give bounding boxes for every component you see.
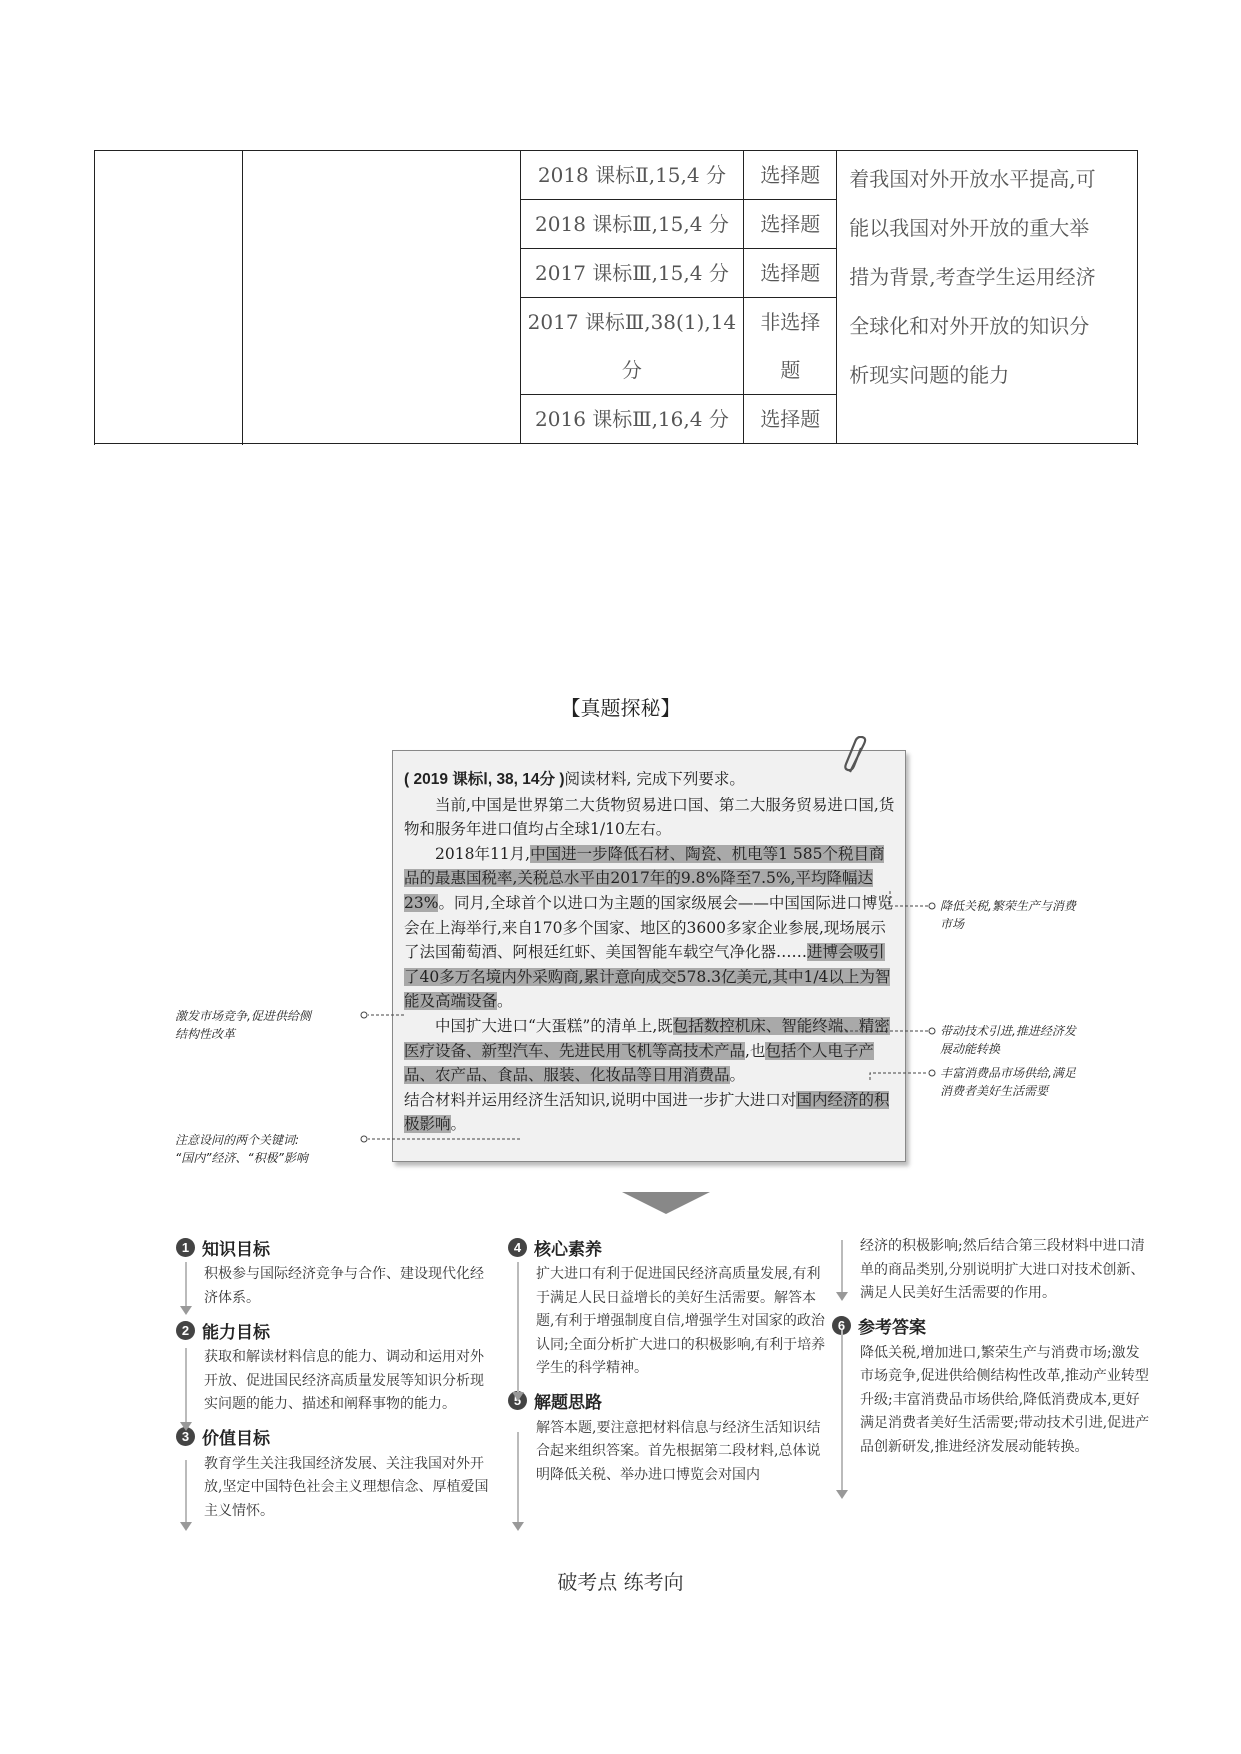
type-line: 非选择	[760, 310, 821, 334]
annotation-line: 带动技术引进,推进经济发	[940, 1024, 1076, 1038]
flow-arrow-icon	[836, 1292, 848, 1301]
flow-line	[841, 1330, 843, 1490]
note-line: 析现实问题的能力	[849, 363, 1010, 387]
down-arrow-icon	[622, 1192, 710, 1214]
section-body: 扩大进口有利于促进国民经济高质量发展,有利于满足人民日益增长的美好生活需要。解答本题,有利于增强制度自信,增强学生对国家的政治认同;全面分析扩大进口的积极影响,有利于培养学生的科学精神。	[536, 1266, 826, 1376]
annotation-competition	[175, 1007, 311, 1043]
annotation-line: 市场	[940, 917, 965, 931]
section-body: 获取和解读材料信息的能力、调动和运用对外开放、促进国民经济高质量发展等知识分析现实问题的能力、描述和阐释事物的能力。	[204, 1349, 484, 1412]
highlight-tariff: 中国进一步降低石材、陶瓷、机电等1 585个税目商品的最惠国税率,关税总水平由2017年的9.8%降至7.5%,平均降幅达23%	[404, 844, 885, 912]
text-segment: 2018年11月,	[435, 844, 531, 863]
text-segment: 结合材料并运用经济生活知识,说明中国进一步扩大进口对	[404, 1090, 797, 1109]
number-badge: 3	[176, 1427, 195, 1446]
section-heading: 参考答案	[858, 1318, 926, 1337]
type-line: 题	[780, 358, 801, 382]
note-line: 着我国对外开放水平提高,可	[849, 167, 1096, 191]
section-body: 积极参与国际经济竞争与合作、建设现代化经济体系。	[204, 1266, 484, 1306]
connector-line	[870, 1073, 928, 1080]
annotation-line: 注意设问的两个关键词:	[175, 1133, 300, 1147]
section-solution-approach	[508, 1389, 830, 1413]
section-heading: 能力目标	[202, 1322, 270, 1342]
annotation-keywords	[175, 1131, 308, 1167]
connector-dot	[929, 1028, 935, 1034]
section-heading: 解题思路	[534, 1393, 602, 1412]
table-cell-source: 2018 课标Ⅱ,15,4 分	[520, 151, 744, 200]
note-line: 全球化和对外开放的知识分	[849, 314, 1090, 338]
flow-line	[517, 1262, 519, 1392]
annotation-tech	[940, 1022, 1076, 1058]
flow-arrow-icon	[512, 1392, 524, 1401]
text-segment: 。	[729, 1066, 746, 1085]
table-cell-source: 2016 课标Ⅲ,16,4 分	[520, 395, 744, 444]
annotation-line: 激发市场竞争,促进供给侧	[175, 1009, 311, 1023]
table-cell-type: 选择题	[744, 151, 837, 200]
annotation-line: “国内”经济、“积极”影响	[175, 1151, 308, 1165]
number-badge: 5	[508, 1391, 527, 1410]
highlight-expo: 进博会吸引了40多万名境内外采购商,累计意向成交578.3亿美元,其中1/4以上为智能及高端设备	[404, 943, 891, 1011]
table-cell-source: 2017 课标Ⅲ,15,4 分	[520, 249, 744, 298]
source-line: 2017 课标Ⅲ,38(1),14	[527, 310, 737, 334]
number-badge: 2	[176, 1321, 195, 1340]
text-segment: 中国扩大进口“大蛋糕”的清单上,既	[435, 1016, 673, 1035]
column-1	[176, 1235, 496, 1531]
table-cell-type: 选择题	[744, 200, 837, 249]
flow-arrow-icon	[180, 1306, 192, 1315]
number-badge: 6	[832, 1316, 851, 1335]
text-segment: 。	[497, 992, 513, 1011]
connector-dot	[361, 1012, 367, 1018]
text-segment: ,也	[745, 1041, 766, 1060]
flow-arrow-icon	[180, 1422, 192, 1431]
number-badge: 1	[176, 1238, 195, 1257]
flow-line	[517, 1432, 519, 1522]
highlight-consumer: 包括个人电子产品、农产品、食品、服装、化妆品等日用消费品	[404, 1041, 874, 1085]
section-value-goal	[176, 1425, 496, 1449]
annotation-line: 展动能转换	[940, 1042, 1001, 1056]
connector-dot	[361, 1136, 367, 1142]
connector-dot	[929, 903, 935, 909]
page-footer: 破考点 练考向	[557, 1570, 684, 1594]
annotation-line: 降低关税,繁荣生产与消费	[940, 899, 1076, 913]
question-source: ( 2019 课标Ⅰ, 38, 14分 )	[404, 771, 565, 788]
connector-dot	[929, 1070, 935, 1076]
section-heading: 核心素养	[534, 1239, 602, 1259]
section-title: 【真题探秘】	[560, 696, 681, 720]
flow-line	[841, 1240, 843, 1292]
table-cell-type: 选择题	[744, 395, 837, 444]
annotation-line: 结构性改革	[175, 1027, 236, 1041]
source-line: 分	[621, 358, 642, 382]
annotation-line: 消费者美好生活需要	[940, 1084, 1049, 1098]
annotation-tariff	[940, 897, 1076, 933]
flow-line	[185, 1262, 187, 1306]
section-body: 降低关税,增加进口,繁荣生产与消费市场;激发市场竞争,促进供给侧结构性改革,推动产业转型升级;丰富消费品市场供给,降低消费成本,更好满足消费者美好生活需要;带动技术引进,促进产品创新研发,推进经济发展动能转换。	[860, 1344, 1150, 1455]
note-line: 措为背景,考查学生运用经济	[849, 265, 1096, 289]
question-instruction: 阅读材料, 完成下列要求。	[564, 770, 745, 788]
section-body-continued: 经济的积极影响;然后结合第三段材料中进口清单的商品类别,分别说明扩大进口对技术创新、满足人民美好生活需要的作用。	[860, 1238, 1145, 1301]
flow-arrow-icon	[836, 1490, 848, 1499]
section-body: 教育学生关注我国经济发展、关注我国对外开放,坚定中国特色社会主义理想信念、厚植爱国主义情怀。	[204, 1455, 489, 1519]
connector-line	[890, 891, 928, 906]
section-heading: 价值目标	[202, 1429, 270, 1448]
column-3	[832, 1235, 1150, 1467]
annotation-consumer	[940, 1064, 1076, 1100]
section-knowledge-goal	[176, 1235, 496, 1259]
number-badge: 4	[508, 1238, 527, 1257]
section-core-literacy	[508, 1235, 830, 1259]
table-cell-type: 选择题	[744, 249, 837, 298]
annotation-line: 丰富消费品市场供给,满足	[940, 1066, 1076, 1080]
highlight-hightech: 包括数控机床、智能终端、精密医疗设备、新型汽车、先进民用飞机等高技术产品	[404, 1016, 890, 1060]
flow-line	[185, 1348, 187, 1422]
section-reference-answer	[832, 1314, 1150, 1338]
text-segment: 。	[450, 1115, 467, 1134]
flow-arrow-icon	[512, 1522, 524, 1531]
section-ability-goal	[176, 1318, 496, 1342]
text-segment: 。同月,全球首个以进口为主题的国家级展会——中国国际进口博览会在上海举行,来自170多个国家、地区的3600多家企业参展,现场展示了法国葡萄酒、阿根廷红虾、美国智能车载空气净化器……	[404, 893, 893, 962]
table-cell-source: 2018 课标Ⅲ,15,4 分	[520, 200, 744, 249]
flow-line	[185, 1460, 187, 1522]
section-body: 解答本题,要注意把材料信息与经济生活知识结合起来组织答案。首先根据第二段材料,总体说明降低关税、举办进口博览会对国内	[536, 1419, 821, 1483]
material-paragraph-1: 当前,中国是世界第二大货物贸易进口国、第二大服务贸易进口国,货物和服务年进口值均占全球1/10左右。	[404, 795, 895, 839]
note-line: 能以我国对外开放的重大举	[849, 216, 1090, 240]
flow-arrow-icon	[180, 1522, 192, 1531]
column-2	[508, 1235, 830, 1495]
section-heading: 知识目标	[202, 1239, 270, 1259]
highlight-keywords: 国内经济的积极影响	[404, 1090, 890, 1134]
